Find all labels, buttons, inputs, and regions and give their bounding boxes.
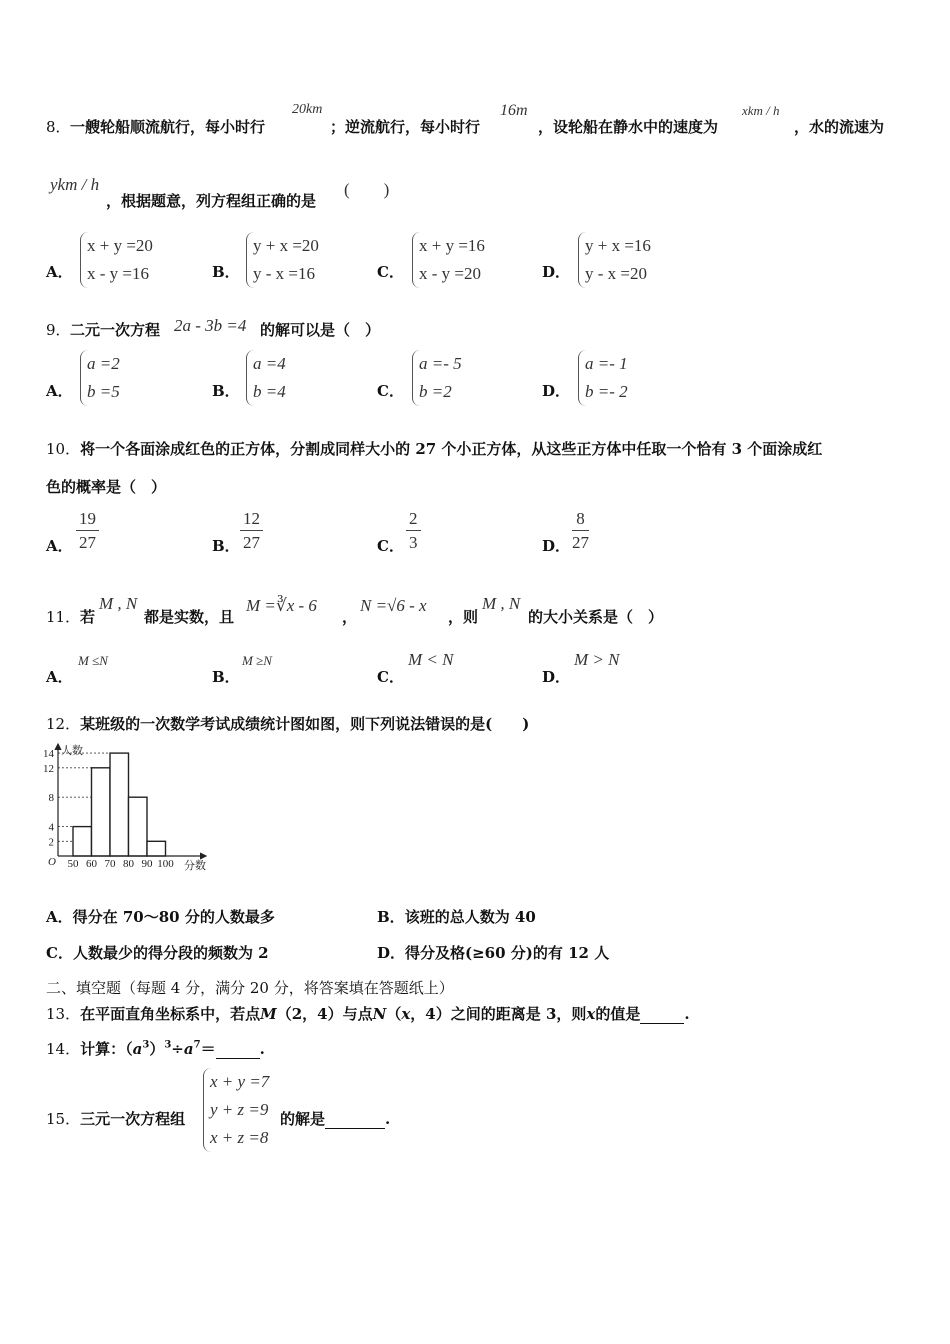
q13-end: . [684,1005,690,1023]
histogram-y-label: 人数 [61,744,83,757]
histogram-bar-60-70 [92,768,111,856]
q15-prefix [46,1108,185,1129]
q8-line2 [46,175,446,215]
q14-text-1: 计算：（ [80,1040,133,1058]
q15-answer-blank[interactable] [325,1109,385,1129]
q10-option-a-fraction [76,508,99,555]
q13-point-n: N [372,1005,387,1023]
q14-end: . [259,1040,265,1058]
q11-text-4: ，则 [448,608,479,626]
q8-text-3: ，设轮船在静水中的速度为 [538,118,719,136]
q15-system [203,1068,269,1152]
q14-exp-3: 7 [193,1039,201,1051]
q11-n-definition: N =√6 - x [360,596,427,615]
q9-option-b-system [246,350,286,406]
histogram-bar-80-90 [129,797,148,856]
q8-option-c-eq2: x - y =20 [419,264,481,283]
q9-text-1: 二元一次方程 [70,321,161,339]
q14-number: 14． [46,1040,81,1058]
histogram-y-tick-4: 4 [48,821,54,834]
q9-option-b-eq2: b =4 [253,382,286,401]
q8-speed-downstream: 20km [292,102,323,117]
histogram-bar-70-80 [110,753,129,856]
histogram-y-tick-12: 12 [43,762,54,775]
q8-line1 [46,100,906,140]
q12-number: 12． [46,715,81,733]
q8-text-4: ，水的流速为 [794,118,885,136]
q13-number: 13． [46,1005,81,1023]
q8-option-a-eq2: x - y =16 [87,264,149,283]
q15-suffix [280,1108,390,1129]
section-2-title: 二、填空题（每题 4 分，满分 20 分，将答案填在答题纸上） [46,979,454,997]
q15-text-2: 的解是 [280,1110,326,1128]
q14-base-a-2: a [183,1040,194,1058]
q10-option-d-numerator: 8 [572,508,589,531]
q10-option-a-label: A． [46,537,73,555]
q12-option-d [377,942,609,963]
q8-option-c-system [412,232,485,288]
histogram-y-tick-14: 14 [43,748,54,761]
histogram-y-tick-2: 2 [48,836,54,849]
q9-option-b-label: B． [212,382,240,400]
q9-option-d-system [578,350,628,406]
q15-eq2: y + z =9 [210,1100,269,1119]
q8-option-a-label: A． [46,263,73,281]
q8-option-d-label: D． [542,263,571,281]
q11-mn-2: M , N [482,594,521,613]
q13-var-x-2: x [586,1005,596,1023]
q8-option-c-eq1: x + y =16 [419,236,485,255]
histogram-x-tick-50: 50 [67,858,79,870]
q13-point-m: M [260,1005,277,1023]
q13-text-2: （2，4）与点 [276,1005,373,1023]
q11-number: 11． [46,608,81,626]
q8-text-5: ，根据题意，列方程组正确的是 [106,192,317,210]
histogram-origin-label: O [48,856,56,868]
q8-answer-paren: ( ) [344,180,390,199]
q8-option-d-system [578,232,651,288]
q12-option-c-label: C． [46,944,73,962]
q8-option-c-label: C． [377,263,404,281]
q15-end: . [385,1110,391,1128]
q11-option-b-label: B． [212,668,240,686]
q8-option-d-eq2: y - x =20 [585,264,647,283]
q11-option-a-label: A． [46,668,73,686]
q15-text-1: 三元一次方程组 [80,1110,186,1128]
histogram-x-label: 分数 [184,859,206,872]
q14-line [46,1038,265,1059]
q12-option-a-text: 得分在 70～80 分的人数最多 [72,908,275,926]
q10-option-d-denominator: 27 [572,533,589,552]
q13-text-5: 的值是 [595,1005,641,1023]
q8-number: 8． [46,118,71,136]
q11-text-2: 都是实数，且 [144,608,235,626]
q14-exp-1: 3 [142,1039,150,1051]
q9-option-b-eq1: a =4 [253,354,286,373]
histogram-bar-50-60 [73,827,92,856]
q10-option-c-numerator: 2 [406,508,421,531]
histogram-bars [73,753,166,856]
q10-option-b-numerator: 12 [240,508,263,531]
histogram-bar-90-100 [147,841,166,856]
q9-number: 9． [46,321,71,339]
q9-line [46,315,546,345]
q11-mn: M , N [99,594,138,613]
q8-option-b-eq2: y - x =16 [253,264,315,283]
q9-option-a-eq1: a =2 [87,354,120,373]
q10-option-d-fraction [572,508,589,555]
histogram-x-tick-90: 90 [141,858,153,870]
q11-option-b-expr: M ≥N [242,653,272,668]
q9-equation: 2a - 3b =4 [174,316,247,335]
q13-answer-blank[interactable] [640,1004,684,1024]
q9-option-a-system [80,350,120,406]
histogram-x-ticks [68,858,175,870]
q10-option-b-fraction [240,508,263,555]
q15-eq1: x + y =7 [210,1072,270,1091]
q8-text-1: 一艘轮船顺流航行，每小时行 [70,118,266,136]
q10-option-a-numerator: 19 [76,508,99,531]
q12-text: 某班级的一次数学考试成绩统计图如图，则下列说法错误的是( ) [80,715,530,733]
score-histogram [40,738,220,878]
q11-option-d-expr: M > N [574,650,620,669]
q15-number: 15． [46,1110,81,1128]
q10-option-b-label: B． [212,537,240,555]
q11-line [46,592,746,628]
q11-option-d-label: D． [542,668,571,686]
q10-text-1: 将一个各面涂成红色的正方体，分割成同样大小的 27 个小正方体，从这些正方体中任取一个恰有 3 个面涂成红 [80,440,823,458]
q11-text-5: 的大小关系是（ ） [528,608,664,626]
q10-option-c-fraction [406,508,421,555]
q9-option-a-eq2: b =5 [87,382,120,401]
q8-speed-upstream: 16m [500,102,528,119]
q12-option-d-label: D． [377,944,406,962]
q12-option-a-label: A． [46,908,73,926]
q10-line1 [46,438,822,459]
q10-option-c-label: C． [377,537,404,555]
q12-option-a [46,906,275,927]
q12-option-d-text: 得分及格(≥60 分)的有 12 人 [405,944,610,962]
q11-text-1: 若 [80,608,96,626]
q8-option-b-label: B． [212,263,240,281]
q9-option-c-eq1: a =- 5 [419,354,462,373]
q11-option-c-expr: M < N [408,650,454,669]
histogram-x-tick-60: 60 [86,858,97,870]
q9-option-d-eq1: a =- 1 [585,354,628,373]
q14-divide: ÷ [171,1040,184,1058]
q12-option-c-text: 人数最少的得分段的频数为 2 [72,944,269,962]
q10-option-b-denominator: 27 [243,533,260,552]
q8-option-d-eq1: y + x =16 [585,236,651,255]
histogram-x-tick-100: 100 [157,858,174,870]
q13-line [46,1003,690,1024]
histogram-y-tick-8: 8 [48,792,54,805]
q11-option-c-label: C． [377,668,404,686]
q10-text-2: 色的概率是（ ） [46,478,167,496]
q8-option-a-system [80,232,153,288]
q12-option-b-text: 该班的总人数为 40 [404,908,536,926]
q9-option-d-label: D． [542,382,571,400]
histogram-x-tick-70: 70 [104,858,116,870]
histogram-x-tick-80: 80 [123,858,134,870]
q8-option-a-eq1: x + y =20 [87,236,153,255]
q14-text-2: ） [149,1040,165,1058]
q14-answer-blank[interactable] [216,1039,260,1059]
q13-text-4: ，4）之间的距离是 3，则 [410,1005,587,1023]
q14-exp-2: 3 [164,1039,172,1051]
q10-number: 10． [46,440,81,458]
q10-option-d-label: D． [542,537,571,555]
q14-base-a: a [132,1040,143,1058]
q12-option-c [46,942,269,963]
q8-option-b-eq1: y + x =20 [253,236,319,255]
q11-m-definition: M =∛x - 6 [246,596,317,615]
q12-option-b-label: B． [377,908,405,926]
q8-still-water-speed: xkm / h [742,103,780,118]
q9-option-c-system [412,350,462,406]
q12-line [46,713,529,734]
q11-option-a-expr: M ≤N [78,653,108,668]
q9-text-2: 的解可以是（ ） [260,321,381,339]
q9-option-c-eq2: b =2 [419,382,452,401]
q15-eq3: x + z =8 [210,1128,269,1147]
q13-var-x: x [401,1005,411,1023]
histogram-y-ticks [43,748,55,848]
q10-option-a-denominator: 27 [79,533,96,552]
q13-text-3: （ [386,1005,402,1023]
q8-text-2: ；逆流航行，每小时行 [330,118,481,136]
q14-equals: ＝ [200,1040,216,1058]
q10-option-c-denominator: 3 [409,533,418,552]
q9-option-c-label: C． [377,382,404,400]
q11-text-3: ， [342,608,358,626]
q8-current-speed: ykm / h [50,175,100,194]
q8-option-b-system [246,232,319,288]
q13-text-1: 在平面直角坐标系中，若点 [80,1005,261,1023]
q9-option-a-label: A． [46,382,73,400]
q9-option-d-eq2: b =- 2 [585,382,628,401]
q12-option-b [377,906,536,927]
